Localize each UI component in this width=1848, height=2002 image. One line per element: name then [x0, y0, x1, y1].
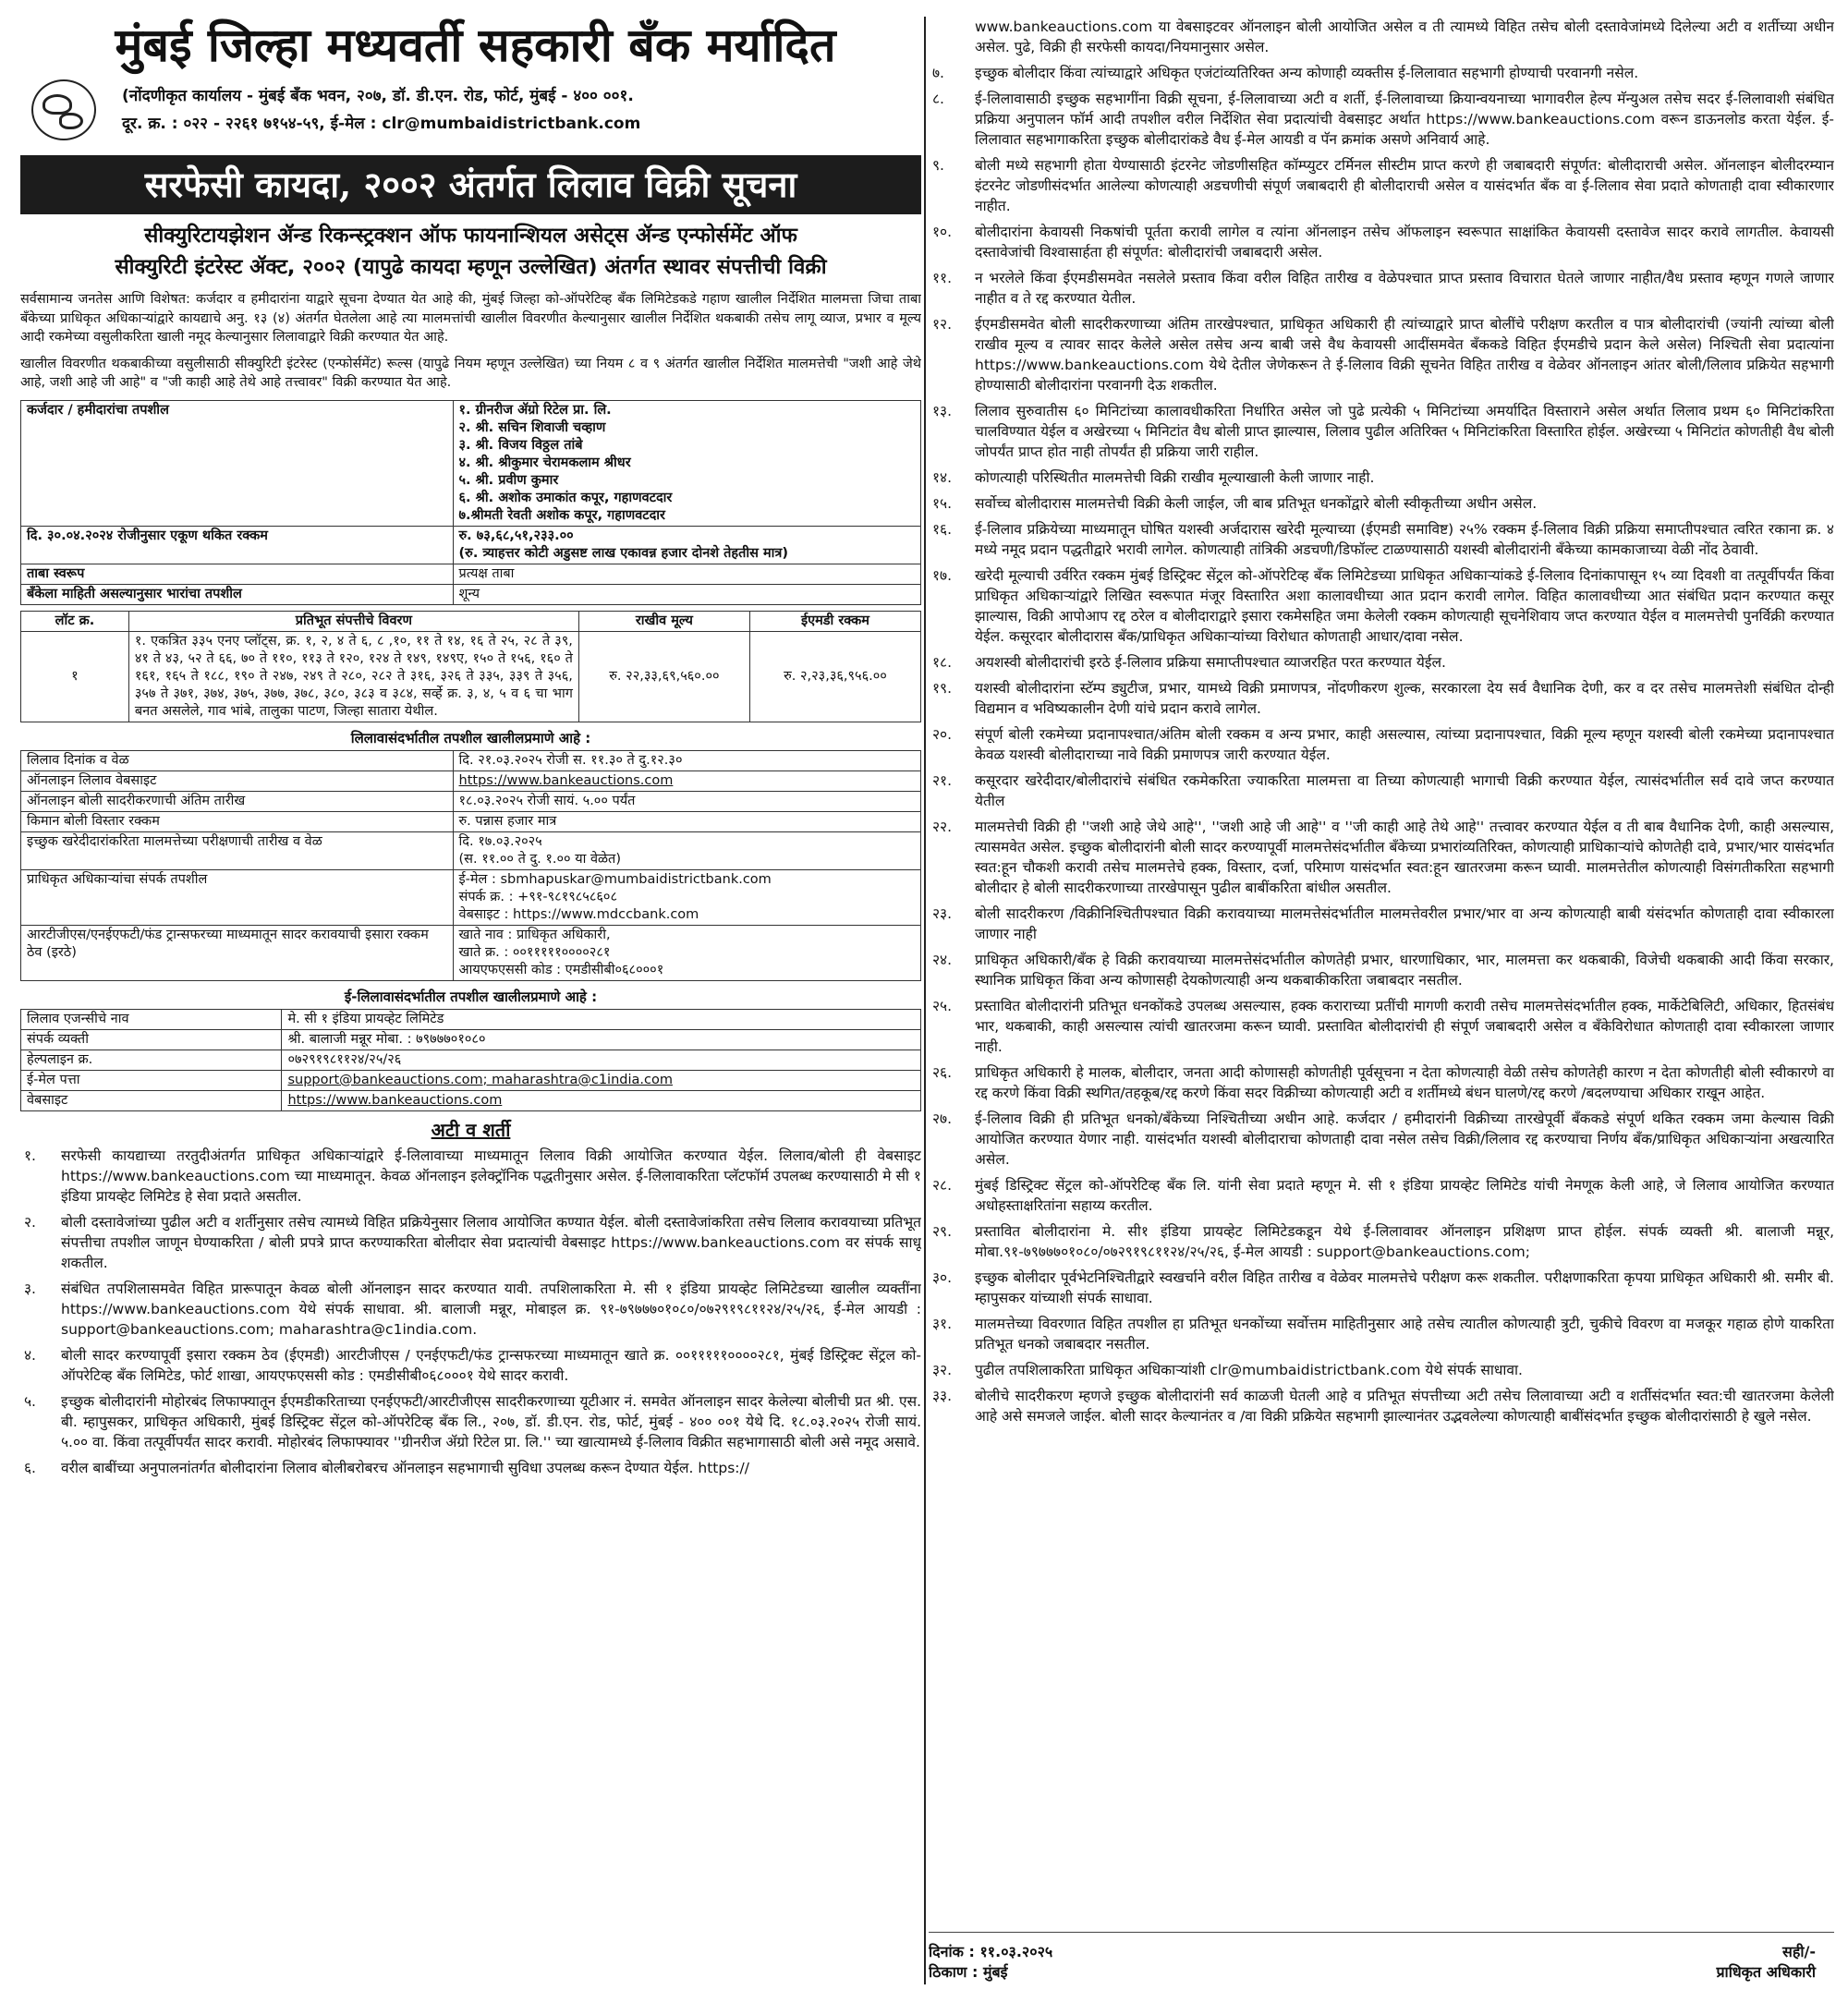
- notice-title: सरफेसी कायदा, २००२ अंतर्गत लिलाव विक्री सूचना: [20, 155, 921, 214]
- term-text: कोणत्याही परिस्थितीत मालमत्तेची विक्री राखीव मूल्याखाली केली जाणार नाही.: [975, 469, 1375, 486]
- term-item: [929, 770, 1834, 811]
- term-number: ४.: [24, 1346, 36, 1364]
- term-number: ११.: [932, 270, 953, 286]
- inspection-date: दि. १७.०३.२०२५: [458, 833, 542, 849]
- term-text: बोलीदारांना केवायसी निकषांची पूर्तता करावी लागेल व त्यांना ऑनलाइन तसेच ऑफलाइन स्वरूपात साक्षांकित केवायसी दस्तावेज सादर करावे लागतील. केवायसी दस्तावेजांची विश्वासार्हता ही संपूर्णत: बोलीदारांची जबाबदारी असेल.: [975, 224, 1834, 261]
- left-column: [20, 17, 921, 1990]
- term-number: २२.: [932, 819, 953, 835]
- auction-label: ऑनलाइन बोली सादरीकरणाची अंतिम तारीख: [21, 791, 454, 811]
- borrower-name: ५. श्री. प्रवीण कुमार: [458, 472, 559, 488]
- term-item: [929, 678, 1834, 719]
- subtitle-line-1: सीक्युरिटायझेशन ॲन्ड रिकन्स्ट्रक्शन ऑफ फायनान्शियल असेट्स ॲन्ड एन्फोर्समेंट ऑफ: [144, 224, 797, 248]
- term-item: [929, 1360, 1834, 1380]
- term-item: [929, 724, 1834, 765]
- term-number: ७.: [932, 65, 944, 81]
- term-number: १७.: [932, 567, 953, 584]
- officer-website[interactable]: वेबसाइट : https://www.mdccbank.com: [458, 906, 699, 922]
- term-text: इच्छुक बोलीदारांनी मोहोरबंद लिफाफ्यातून ईएमडीकरिताच्या एनईएफटी/आरटीजीएस सादरीकरणाच्या यूटीआर नं. समवेत ऑनलाइन सादर केलेल्या बोलीची प्रत श्री. एस. बी. म्हापुसकर, प्राधिकृत अधिकारी, मुंबई डिस्ट्रिक्ट सेंट्रल को-ऑपरेटिव्ह बँक लि., २०७, डॉ. डी.एन. रोड, फोर्ट, मुंबई - ४०० ००१ येथे दि. १८.०३.२०२५ रोजी सायं. ५.०० वा. किंवा तत्पूर्वीपर्यंत सादर करावी. मोहोरबंद लिफाफ्यावर ''ग्रीनरीज ॲग्रो रिटेल प्रा. लि.'' च्या खात्यामध्ये ई-लिलाव विक्रीत सहभागासाठी बोली असे नमूद असावे.: [61, 1392, 921, 1450]
- possession-label: ताबा स्वरूप: [21, 564, 454, 584]
- account-name: खाते नाव : प्राधिकृत अधिकारी,: [458, 927, 611, 942]
- eauction-value: मे. सी १ इंडिया प्रायव्हेट लिमिटेड: [282, 1009, 921, 1029]
- subtitle-line-2: सीक्युरिटी इंटरेस्ट ॲक्ट, २००२ (यापुढे कायदा म्हणून उल्लेखित) अंतर्गत स्थावर संपत्तीची विक्री: [115, 255, 827, 279]
- officer-contact-cell: [453, 869, 920, 925]
- term-number: २४.: [932, 952, 953, 968]
- term-text: इच्छुक बोलीदार किंवा त्यांच्याद्वारे अधिकृत एजंटांव्यतिरिक्त अन्य कोणाही व्यक्तीस ई-लिलावात सहभागी होण्याची परवानगी नसेल.: [975, 65, 1639, 81]
- term-number: १८.: [932, 654, 953, 671]
- term-text: ई-लिलावासाठी इच्छुक सहभागींना विक्री सूचना, ई-लिलावाच्या अटी व शर्ती, ई-लिलावाच्या क्रियान्वयनाच्या भागावरील हेल्प मॅन्युअल तसेच सदर ई-लिलावाशी संबंधित प्रक्रिया अनुपालन फॉर्म आदी तपशील वरील निर्देशित सेवा प्रदात्यांची वेबसाइट अर्थात https://www.bankeauctions.com वरून डाऊनलोड करता येईल. ई-लिलावात सहभागाकरिता इच्छुक बोलीदारांकडे वैध ई-मेल आयडी व पॅन क्रमांक असणे अनिवार्य आहे.: [975, 91, 1834, 148]
- intro-paragraph-1: सर्वसामान्य जनतेस आणि विशेषत: कर्जदार व हमीदारांना याद्वारे सूचना देण्यात येत आहे की, मुंबई जिल्हा को-ऑपरेटिव्ह बँक लिमिटेडकडे गहाण खालील निर्देशित मालमत्ता जिचा ताबा बँकेच्या प्राधिकृत अधिकाऱ्यांद्वारे कायद्याचे अनु. १३ (४) अंतर्गत घेतलेला आहे त्या मालमत्तांची खालील विवरणीत केल्यानुसार खालील निर्देशित थकबाकी तसेच लागू व्याज, प्रभार व मूल्य आदी रकमेच्या वसुलीकरिता खाली नमूद केल्यानुसार लिलावाद्वारे विक्री करण्यात येत आहे.: [20, 292, 921, 345]
- col-reserve: राखीव मूल्य: [578, 611, 749, 631]
- borrower-names: [453, 400, 920, 526]
- signatory-title: प्राधिकृत अधिकारी: [1716, 1963, 1816, 1981]
- term-number: २८.: [932, 1177, 953, 1194]
- term-text: लिलाव सुरुवातीस ६० मिनिटांच्या कालावधीकरिता निर्धारित असेल जो पुढे प्रत्येकी ५ मिनिटांच्या अमर्यादित विस्ताराने असेल अर्थात लिलाव प्रथम ६० मिनिटांकरिता चालविण्यात येईल व अखेरच्या ५ मिनिटांत वैध बोली प्राप्त झाल्यास, लिलाव पुढील अतिरिक्त ५ मिनिटांकरिता विस्तारित होईल. अखेरच्या ५ मिनिटांत कोणतीही वैध बोली जोपर्यंत प्राप्त होत नाही तोपर्यंत ही प्रक्रिया जारी राहील.: [975, 403, 1834, 460]
- auction-label: किमान बोली विस्तार रक्कम: [21, 811, 454, 831]
- term-text: इच्छुक बोलीदार पूर्वभेटनिश्चितीद्वारे स्वखर्चाने वरील विहित तारीख व वेळेवर मालमत्तेचे परीक्षण करू शकतील. परीक्षणाकरिता कृपया प्राधिकृत अधिकारी श्री. समीर बी. म्हापुसकर यांच्याशी संपर्क साधावा.: [975, 1269, 1834, 1306]
- term-number: ३०.: [932, 1269, 953, 1286]
- col-description: प्रतिभूत संपत्तीचे विवरण: [128, 611, 578, 631]
- term-number: २६.: [932, 1064, 953, 1081]
- term-item: [929, 904, 1834, 944]
- term-text: मालमत्तेची विक्री ही ''जशी आहे जेथे आहे'', ''जशी आहे जी आहे'' व ''जी काही आहे तेथे आहे'' तत्त्वावर करण्यात येईल व ती बाब वैधानिक देणी, काही असल्यास, त्यासमवेत असेल. इच्छुक बोलीदारांनी बोली सादर करण्यापूर्वी मालमत्तेसंदर्भातील बँकेच्या प्रभारांव्यतिरिक्त, कोणत्याही प्राधिकाऱ्यांचे कोणतेही दावे, प्रभार/भार यासंदर्भात स्वत:हून चौकशी करावी तसेच मालमत्तेचे हक्क, विस्तार, दर्जा, परिमाण यासंदर्भात स्वत:हून खातरजमा करून घ्यावी. मालमत्तेतील कोणत्याही विसंगतीकरिता सहभागी बोलीदार हे बोली सादरीकरणाच्या तारखेपासून पुढील बाबींकरिता बांधील असतील.: [975, 819, 1834, 896]
- term-item: [929, 652, 1834, 673]
- term-item: [20, 1391, 921, 1452]
- term-number: २३.: [932, 905, 953, 922]
- property-table: [20, 611, 921, 722]
- term-item: [929, 63, 1834, 83]
- auction-label: आरटीजीएस/एनईएफटी/फंड ट्रान्सफरच्या माध्यमातून सादर करावयाची इसारा रक्कम ठेव (इरठे): [21, 925, 454, 980]
- eauction-label: ई-मेल पत्ता: [21, 1070, 282, 1090]
- auction-table: [20, 750, 921, 981]
- bank-address: (नोंदणीकृत कार्यालय - मुंबई बँक भवन, २०७, डॉ. डी.एन. रोड, फोर्ट, मुंबई - ४०० ००१.: [122, 87, 634, 105]
- term-text: बोली सादरीकरण /विक्रीनिश्चितीपश्चात विक्री करावयाच्या मालमत्तेसंदर्भातील मालमत्तेवरील प्रभार/भार वा अन्य कोणत्याही बाबी यंसंदर्भात कोणताही दावा स्वीकारला जाणार नाही: [975, 905, 1834, 942]
- term-text: कसूरदार खरेदीदार/बोलीदारांचे संबंधित रकमेकरिता ज्याकरिता मालमत्ता वा तिच्या कोणत्याही भागाची विक्री करण्यात येईल, त्यासंदर्भातील सर्व दावे जप्त करण्यात येतील: [975, 772, 1834, 809]
- term-number: २९.: [932, 1223, 953, 1240]
- term-text: न भरलेले किंवा ईएमडीसमवेत नसलेले प्रस्ताव किंवा वरील विहित तारीख व वेळेपश्चात प्राप्त प्रस्ताव विचारात घेतले जाणार नाहीत/वैध प्रस्ताव म्हणून गणले जाणार नाहीत व ते रद्द करण्यात येतील.: [975, 270, 1834, 307]
- col-emd: ईएमडी रक्कम: [749, 611, 920, 631]
- borrower-name: ७.श्रीमती रेवती अशोक कपूर, गहाणवटदार: [458, 507, 665, 523]
- term-number: २५.: [932, 998, 953, 1014]
- auction-label: इच्छुक खरेदीदारांकरिता मालमत्तेच्या परीक्षणाची तारीख व वेळ: [21, 831, 454, 869]
- term-item: [929, 493, 1834, 514]
- term-item: [929, 1268, 1834, 1308]
- term-number: ३१.: [932, 1316, 953, 1332]
- intro-paragraph-2: खालील विवरणीत थकबाकीच्या वसुलीसाठी सीक्युरिटी इंटरेस्ट (एन्फोर्समेंट) रूल्स (यापुढे नियम म्हणून उल्लेखित) च्या नियम ८ व ९ अंतर्गत खालील निर्देशित मालमत्तेची "जशी आहे जेथे आहे, जशी आहे जी आहे" व "जी काही आहे तेथे आहे तत्त्वावर" विक्री करण्यात येत आहे.: [20, 356, 921, 390]
- term-item: [929, 17, 1834, 57]
- due-label: दि. ३०.०४.२०२४ रोजीनुसार एकूण थकित रक्कम: [21, 526, 454, 564]
- term-item: [20, 1279, 921, 1340]
- term-item: [929, 950, 1834, 990]
- term-number: २१.: [932, 772, 953, 789]
- property-description: १. एकत्रित ३३५ एनए प्लॉट्स, क्र. १, २, ४ ते ६, ८ ,१०, ११ ते १४, १६ ते २५, २८ ते ३९, ४१ ते ४३, ५२ ते ६६, ७० ते ११०, ११३ ते १२०, १२४ ते १४९, १४९ए, १५० ते १५६, १६० ते १६१, १६५ ते १८८, १९० ते २४७, २४९ ते २८०, २८२ ते ३१६, ३२६ ते ३३५, ३३९ ते ३५६, ३५७ ते ३७१, ३७४, ३७५, ३७७, ३७८, ३८०, ३८३ व ३८४, सर्व्हे क्र. ३, ४, ५ व ६ चा भाग बनत असलेले, गाव भांबे, तालुका पाटण, जिल्हा सातारा येथील.: [128, 631, 578, 722]
- column-divider: [924, 17, 926, 1984]
- term-text: संपूर्ण बोली रकमेच्या प्रदानापश्चात/अंतिम बोली रक्कम व अन्य प्रभार, काही असल्यास, त्यांच्या प्रदानापश्चात, विक्री मूल्य म्हणून यशस्वी बोली रकमेच्या प्रदानापश्चात केवळ यशस्वी बोलीदाराच्या नावे विक्री प्रमाणपत्र जारी करण्यात येईल.: [975, 726, 1834, 763]
- terms-list-right: [929, 17, 1834, 1426]
- officer-email[interactable]: ई-मेल : sbmhapuskar@mumbaidistrictbank.com: [458, 871, 772, 887]
- auction-value: दि. २१.०३.२०२५ रोजी स. ११.३० ते दु.१२.३०: [453, 750, 920, 770]
- eauction-email-link[interactable]: support@bankeauctions.com; maharashtra@c1india.com: [282, 1070, 921, 1090]
- term-item: [929, 996, 1834, 1057]
- auction-table-caption: लिलावासंदर्भातील तपशील खालीलप्रमाणे आहे :: [350, 729, 591, 746]
- term-item: [929, 222, 1834, 262]
- term-item: [929, 1062, 1834, 1103]
- term-number: १.: [24, 1147, 36, 1164]
- term-item: [929, 565, 1834, 647]
- auction-website-link[interactable]: https://www.bankeauctions.com: [453, 770, 920, 791]
- term-number: [929, 17, 975, 57]
- terms-heading: अटी व शर्ती: [431, 1118, 511, 1141]
- term-text: यशस्वी बोलीदारांना स्टॅम्प ड्युटीज, प्रभार, यामध्ये विक्री प्रमाणपत्र, नोंदणीकरण शुल्क, सरकारला देय सर्व वैधानिक देणी, कर व दर तसेच मालमत्तेशी संबंधित दोन्ही विद्यमान व भविष्यकालीन देणी यांचे प्रदान करावे लागेल.: [975, 680, 1834, 717]
- term-item: [929, 268, 1834, 309]
- term-item: [20, 1146, 921, 1207]
- signature-block: [1716, 1942, 1834, 1983]
- term-number: १६.: [932, 521, 953, 538]
- term-number: ३३.: [932, 1388, 953, 1404]
- inspection-time: (स. ११.०० ते दु. १.०० या वेळेत): [458, 851, 621, 867]
- right-column: [929, 17, 1834, 1990]
- term-text: प्रस्तावित बोलीदारांना मे. सी१ इंडिया प्रायव्हेट लिमिटेडकडून येथे ई-लिलावावर ऑनलाइन प्रशिक्षण प्राप्त होईल. संपर्क व्यक्ती श्री. बालाजी मन्नूर, मोबा.९१-७९७७७०१०८०/०७२९१९८११२४/२५/२६, ई-मेल आयडी : support@bankeauctions.com;: [975, 1223, 1834, 1260]
- eauction-label: लिलाव एजन्सीचे नाव: [21, 1009, 282, 1029]
- borrower-name: ३. श्री. विजय विठ्ठल तांबे: [458, 437, 583, 453]
- term-text: वरील बाबींच्या अनुपालनांतर्गत बोलीदारांना लिलाव बोलीबरोबरच ऑनलाइन सहभागाची सुविधा उपलब्ध करून देण्यात येईल. https://: [61, 1459, 749, 1476]
- bank-contact: दूर. क्र. : ०२२ - २२६१ ७१५४-५९, ई-मेल : clr@mumbaidistrictbank.com: [122, 115, 641, 133]
- borrower-name: १. ग्रीनरीज ॲग्रो रिटेल प्रा. लि.: [458, 402, 612, 418]
- term-item: [929, 89, 1834, 150]
- encumbrance-label: बँकेला माहिती असल्यानुसार भारांचा तपशील: [21, 584, 454, 604]
- term-item: [929, 467, 1834, 488]
- borrower-name: ४. श्री. श्रीकुमार चेरामकलाम श्रीधर: [458, 455, 631, 470]
- officer-phone: संपर्क क्र. : +९१-९८१९८५८६०८: [458, 889, 618, 904]
- term-item: [929, 817, 1834, 898]
- term-text: प्राधिकृत अधिकारी हे मालक, बोलीदार, जनता आदी कोणासही कोणतीही पूर्वसूचना न देता कोणत्याही वेळी तसेच कोणतेही कारण न देता कोणतीही बोली स्वीकारणे वा रद्द करणे किंवा विक्री स्थगित/तहकूब/रद्द करणे किंवा सदर विक्रीच्या कोणत्याही अटी व शर्तीमध्ये बंधन घालणे/रद्द करणे /बदलण्याचा अधिकार राखून आहेत.: [975, 1064, 1834, 1101]
- term-text: मुंबई डिस्ट्रिक्ट सेंट्रल को-ऑपरेटिव्ह बँक लि. यांनी सेवा प्रदाते म्हणून मे. सी १ इंडिया प्रायव्हेट लिमिटेड यांची नेमणूक केली आहे, जे लिलाव आयोजित करण्यात अधोहस्ताक्षरितांना सहाय्य करतील.: [975, 1177, 1834, 1214]
- term-number: ३.: [24, 1280, 36, 1297]
- term-number: १५.: [932, 495, 953, 512]
- borrower-name: २. श्री. सचिन शिवाजी चव्हाण: [458, 419, 606, 435]
- account-number: खाते क्र. : ००१११११००००२८१: [458, 944, 611, 960]
- term-text: बोली सादर करण्यापूर्वी इसारा रक्कम ठेव (ईएमडी) आरटीजीएस / एनईएफटी/फंड ट्रान्सफरच्या माध्यमातून खाते क्र. ००१११११००००२८१, मुंबई डिस्ट्रिक्ट सेंट्रल को-ऑपरेटिव्ह बँक लिमिटेड, फोर्ट शाखा, आयएफएससी कोड : एमडीसीबी०६८०००१ येथे सादर करावी.: [61, 1346, 921, 1384]
- term-item: [929, 401, 1834, 462]
- term-item: [929, 1109, 1834, 1170]
- footer-left: [929, 1942, 1052, 1983]
- notice-date: दिनांक : ११.०३.२०२५: [929, 1943, 1053, 1960]
- term-number: ८.: [932, 91, 944, 107]
- eauction-label: हेल्पलाइन क्र.: [21, 1050, 282, 1070]
- term-text: बोलीचे सादरीकरण म्हणजे इच्छुक बोलीदारांनी सर्व काळजी घेतली आहे व प्रतिभूत संपत्तीच्या अटी तसेच लिलावाच्या अटी व शर्तीसंदर्भात स्वत:ची खातरजमा केलेली आहे असे समजले जाईल. बोली सादर केल्यानंतर व /वा विक्री प्रक्रियेत सहभागी झाल्यानंतर उद्भवलेल्या कोणत्याही बाबींसंदर्भात इच्छुक बोलीदारांसाठी हे खुले नसेल.: [975, 1388, 1834, 1425]
- term-text: www.bankeauctions.com या वेबसाइटवर ऑनलाइन बोली आयोजित असेल व ती त्यामध्ये विहित तसेच बोली दस्तावेजांमध्ये दिलेल्या अटी व शर्तीच्या अधीन असेल. पुढे, विक्री ही सरफेसी कायदा/नियमानुसार असेल.: [975, 18, 1834, 55]
- term-text: ई-लिलाव विक्री ही प्रतिभूत धनको/बँकेच्या निश्चितीच्या अधीन आहे. कर्जदार / हमीदारांनी विक्रीच्या तारखेपूर्वी बँककडे संपूर्ण थकित रक्कम जमा केल्यास विक्री आयोजित करण्यात येणार नाही. यासंदर्भात यशस्वी बोलीदाराचा कोणताही दावा नसेल तसेच विक्री/लिलाव रद्द करण्याचा निर्णय बँक/प्राधिकृत अधिकाऱ्यांना अखत्यारित असेल.: [975, 1110, 1834, 1168]
- term-text: पुढील तपशिलाकरिता प्राधिकृत अधिकाऱ्यांशी clr@mumbaidistrictbank.com येथे संपर्क साधावा.: [975, 1362, 1523, 1378]
- borrower-name: ६. श्री. अशोक उमाकांत कपूर, गहाणवटदार: [458, 490, 673, 505]
- borrower-table: [20, 400, 921, 605]
- auction-label: ऑनलाइन लिलाव वेबसाइट: [21, 770, 454, 791]
- term-number: १३.: [932, 403, 953, 419]
- auction-label: प्राधिकृत अधिकाऱ्यांचा संपर्क तपशील: [21, 869, 454, 925]
- bank-logo-icon: [31, 79, 96, 140]
- eauction-label: वेबसाइट: [21, 1090, 282, 1110]
- bank-address-block: [122, 82, 640, 138]
- term-item: [929, 1175, 1834, 1216]
- term-number: ६.: [24, 1459, 36, 1476]
- eauction-value: ०७२९१९८११२४/२५/२६: [282, 1050, 921, 1070]
- bank-name: मुंबई जिल्हा मध्यवर्ती सहकारी बँक मर्यादित: [115, 18, 836, 72]
- eauction-table-caption: ई-लिलावासंदर्भातील तपशील खालीलप्रमाणे आहे :: [344, 988, 598, 1005]
- term-number: २.: [24, 1213, 36, 1231]
- footer: [929, 1932, 1834, 1983]
- notice-place: ठिकाण : मुंबई: [929, 1963, 1008, 1981]
- col-lot: लॉट क्र.: [21, 611, 129, 631]
- inspection-cell: [453, 831, 920, 869]
- term-number: १०.: [932, 224, 953, 240]
- term-number: १९.: [932, 680, 953, 697]
- auction-value: रु. पन्नास हजार मात्र: [453, 811, 920, 831]
- term-number: ९.: [932, 157, 944, 174]
- term-text: सरफेसी कायद्याच्या तरतुदीअंतर्गत प्राधिकृत अधिकाऱ्यांद्वारे ई-लिलावाच्या माध्यमातून लिलाव विक्री आयोजित करण्यात येईल. लिलाव/बोली ही वेबसाइट https://www.bankeauctions.com च्या माध्यमातून. केवळ ऑनलाइन इलेक्ट्रॉनिक पद्धतीनुसार असेल. ई-लिलावाकरिता प्लॅटफॉर्म उपलब्ध करण्यासाठी मे सी १ इंडिया प्रायव्हेट लिमिटेड हे सेवा प्रदाते असतील.: [61, 1147, 921, 1205]
- term-number: ३२.: [932, 1362, 953, 1378]
- term-item: [929, 155, 1834, 216]
- ifsc-code: आयएफएससी कोड : एमडीसीबी०६८०००१: [458, 962, 664, 977]
- term-item: [20, 1345, 921, 1386]
- term-text: बोली दस्तावेजांच्या पुढील अटी व शर्तीनुसार तसेच त्यामध्ये विहित प्रक्रियेनुसार लिलाव आयोजित कण्यात येईल. बोली दस्तावेजांकरिता तसेच लिलाव करावयाच्या प्रतिभूत संपत्तीचा तपशील जाणून घेण्याकरिता / बोली प्रपत्रे प्राप्त करण्याकरिता बोलीदार सेवा प्रदात्यांची वेबसाइट https://www.bankeauctions.com वर संपर्क साधू शकतील.: [61, 1213, 921, 1271]
- term-text: ई-लिलाव प्रक्रियेच्या माध्यमातून घोषित यशस्वी अर्जदारास खरेदी मूल्याच्या (ईएमडी समाविष्ट) २५% रक्कम ई-लिलाव विक्री प्रक्रिया समाप्तीपश्चात त्वरित रकाना क्र. ४ मध्ये नमूद प्रदान पद्धतीद्वारे भरावी लागेल. कोणत्याही तांत्रिकी अडचणी/डिफॉल्ट टाळण्यासाठी यशस्वी बोलीदारांनी बँकेच्या कामकाजाच्या वेळी नोंद ठेवावी.: [975, 521, 1834, 558]
- header-row: [20, 78, 921, 142]
- term-text: अयशस्वी बोलीदारांची इरठे ई-लिलाव प्रक्रिया समाप्तीपश्चात व्याजरहित परत करण्यात येईल.: [975, 654, 1446, 671]
- due-amount: रु. ७३,६८,५१,२३३.००: [458, 528, 574, 543]
- term-item: [929, 519, 1834, 560]
- encumbrance-value: शून्य: [453, 584, 920, 604]
- term-text: प्राधिकृत अधिकारी/बँक हे विक्री करावयाच्या मालमत्तेसंदर्भातील कोणतेही प्रभार, धारणाधिकार, भार, मालमत्ता कर थकबाकी, विजेची थकबाकी आदी किंवा सरकार, स्थानिक प्राधिकृत किंवा अन्य कोणासही देयकोणत्याही अन्य थकबाकीकरिता जबाबदार नसतील.: [975, 952, 1834, 989]
- auction-label: लिलाव दिनांक व वेळ: [21, 750, 454, 770]
- reserve-price: रु. २२,३३,६९,५६०.००: [578, 631, 749, 722]
- term-number: ५.: [24, 1392, 36, 1410]
- term-item: [20, 1212, 921, 1273]
- term-number: १२.: [932, 316, 953, 333]
- term-text: मालमत्तेच्या विवरणात विहित तपशील हा प्रतिभूत धनकोंच्या सर्वोत्तम माहितीनुसार आहे तसेच त्यातील कोणत्याही त्रुटी, चुकीचे विवरण वा मजकूर गहाळ होणे याकरिता प्रतिभूत धनको जबाबदार नसतील.: [975, 1316, 1834, 1353]
- borrower-label: कर्जदार / हमीदारांचा तपशील: [21, 400, 454, 526]
- term-item: [929, 1314, 1834, 1354]
- term-text: बोली मध्ये सहभागी होता येण्यासाठी इंटरनेट जोडणीसहित कॉम्प्युटर टर्मिनल सीस्टीम प्राप्त करणे ही जबाबदारी संपूर्णत: बोलीदाराची असेल. ऑनलाइन बोलीदरम्यान इंटरनेट जोडणीसंदर्भात आलेल्या कोणत्याही अडचणीची संपूर्ण जबाबदारी ही बोलीदाराची असेल व यासंदर्भात बँक वा ई-लिलाव सेवा प्रदाते कोणताही दावा स्वीकारणार नाहीत.: [975, 157, 1834, 214]
- term-text: खरेदी मूल्याची उर्वरित रक्कम मुंबई डिस्ट्रिक्ट सेंट्रल को-ऑपरेटिव्ह बँक लिमिटेडच्या प्राधिकृत अधिकाऱ्यांकडे ई-लिलाव दिनांकापासून १५ व्या दिवशी वा तत्पूर्वीपर्यंत किंवा प्राधिकृत अधिकाऱ्यांद्वारे लिखित स्वरूपात मंजूर विस्तारित अशा कालावधीच्या आत प्रदान करावी लागेल. विहित कालावधीच्या आत संबंधित प्रदान करण्यात कसूर झाल्यास, विक्री आपोआप रद्द ठरेल व बोलीदाराद्वारे इसारा रकमेसहित जमा केलेली रक्कम कोणत्याही सूचनेशिवाय जप्त करण्यात येईल व मालमत्तेची पुनर्विक्री करण्यात येईल. कसूरदार बोलीदारास बँक/प्राधिकृत अधिकाऱ्यांच्या विरोधात कोणताही आधार/दावा नसेल.: [975, 567, 1834, 645]
- terms-list-left: [20, 1146, 921, 1478]
- eauction-website-link[interactable]: https://www.bankeauctions.com: [282, 1090, 921, 1110]
- eauction-value: श्री. बालाजी मन्नूर मोबा. : ७९७७७०१०८०: [282, 1029, 921, 1050]
- term-number: १४.: [932, 469, 953, 486]
- auction-value: १८.०३.२०२५ रोजी सायं. ५.०० पर्यंत: [453, 791, 920, 811]
- term-text: सर्वोच्च बोलीदारास मालमत्तेची विक्री केली जाईल, जी बाब प्रतिभूत धनकोंद्वारे बोली स्वीकृतीच्या अधीन असेल.: [975, 495, 1538, 512]
- term-number: २७.: [932, 1110, 953, 1127]
- term-item: [20, 1458, 921, 1478]
- notice-subtitle: [20, 220, 921, 283]
- due-amount-cell: [453, 526, 920, 564]
- term-text: प्रस्तावित बोलीदारांनी प्रतिभूत धनकोंकडे उपलब्ध असल्यास, हक्क कराराच्या प्रतींची मागणी करावी तसेच मालमत्तेसंदर्भातील हक्क, मार्केटेबिलिटी, अधिकार, हितसंबंध भार, थकबाकी, काही असल्यास त्यांची खातरजमा करून घ्यावी. प्रस्तावित बोलीदारांची ही संपूर्ण जबाबदारी असेल व बँकेविरोधात कोणताही दावा स्वीकारला जाणार नाही.: [975, 998, 1834, 1055]
- term-item: [929, 314, 1834, 395]
- emd-account-cell: [453, 925, 920, 980]
- possession-value: प्रत्यक्ष ताबा: [453, 564, 920, 584]
- term-text: संबंधित तपशिलासमवेत विहित प्रारूपातून केवळ बोली ऑनलाइन सादर करण्यात यावी. तपशिलाकरिता मे. सी १ इंडिया प्रायव्हेट लिमिटेडच्या खालील व्यक्तींना https://www.bankeauctions.com येथे संपर्क साधावा. श्री. बालाजी मन्नूर, मोबाइल क्र. ९१-७९७७७०१०८०/०७२९१९८११२४/२५/२६, ई-मेल आयडी : support@bankeauctions.com; maharashtra@c1india.com.: [61, 1280, 921, 1338]
- signature-mark: सही/-: [1782, 1943, 1816, 1960]
- term-text: ईएमडीसमवेत बोली सादरीकरणाच्या अंतिम तारखेपश्चात, प्राधिकृत अधिकारी ही त्यांच्याद्वारे प्राप्त बोलींचे परीक्षण करतील व पात्र बोलीदारांची (ज्यांनी त्यांच्या बोली राखीव मूल्य व त्यावर सादर केलेले असेल तसेच अन्य बाबी जसे वैध केवायसी आदींसमवेत बँककडे विहित ईएमडीचे प्रदान केले असेल) निश्चिती सेवा प्रदात्यांना https://www.bankeauctions.com येथे देतील जेणेकरून ते ई-लिलाव विक्री सूचनेत विहित तारीख व वेळेवर ऑनलाइन आंतर बोली/लिलाव प्रक्रियेत सहभागी होण्यासाठी बोलीदारांना परवानगी देऊ शकतील.: [975, 316, 1834, 394]
- due-amount-words: (रु. त्र्याहत्तर कोटी अडुसष्ट लाख एकावन्न हजार दोनशे तेहतीस मात्र): [458, 545, 789, 561]
- eauction-label: संपर्क व्यक्ती: [21, 1029, 282, 1050]
- lot-number: १: [21, 631, 129, 722]
- term-item: [929, 1386, 1834, 1426]
- term-number: २०.: [932, 726, 953, 743]
- term-item: [929, 1221, 1834, 1262]
- emd-amount: रु. २,२३,३६,९५६.००: [749, 631, 920, 722]
- eauction-table: [20, 1009, 921, 1111]
